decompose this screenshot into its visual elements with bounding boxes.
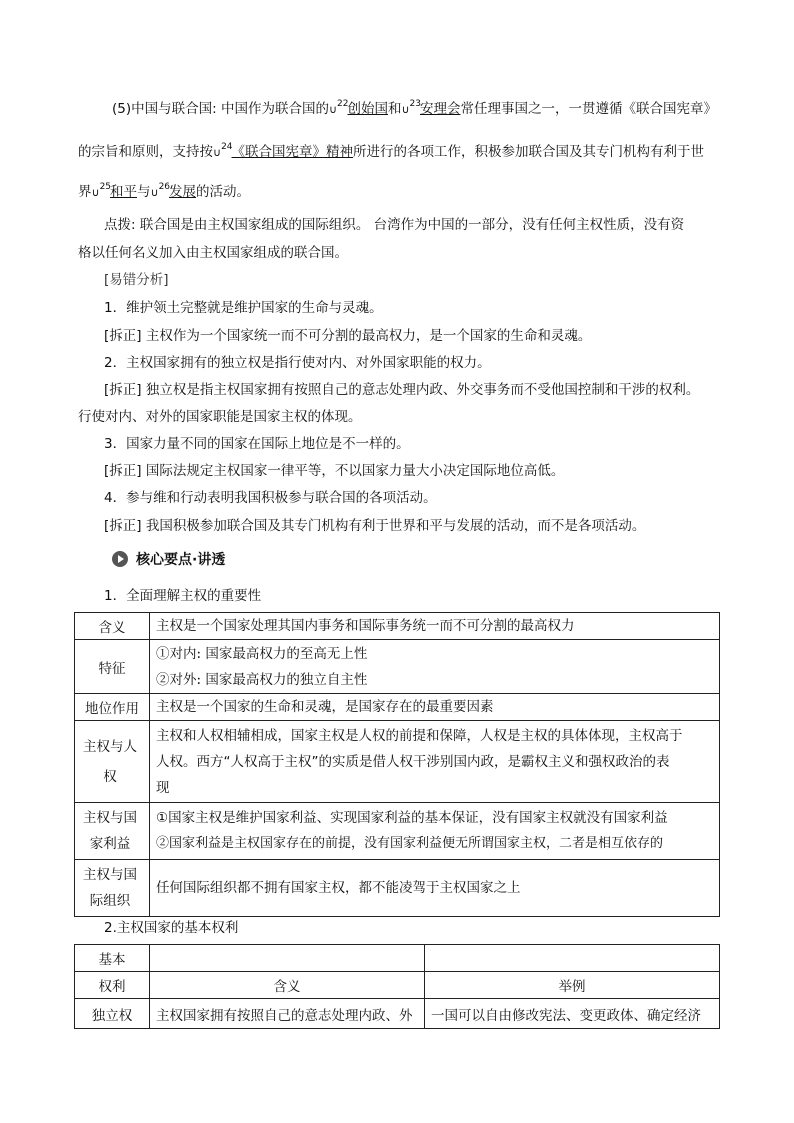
table1-caption: 1．全面理解主权的重要性 (104, 588, 262, 604)
table-row (75, 694, 720, 721)
para5-line3 (78, 182, 250, 204)
header-cell-empty (150, 945, 425, 972)
correction-continuation: 行使对内、对外的国家职能是国家主权的体现。 (78, 409, 362, 425)
table2-caption: 2.主权国家的基本权利 (104, 920, 239, 936)
tip-line2: 格以任何名义加入由主权国家组成的联合国。 (78, 245, 348, 261)
cell-line: 人权。西方“人权高于主权”的实质是借人权干涉别国内政，是霸权主义和强权政治的表 (156, 753, 670, 770)
row-label (75, 721, 150, 803)
para5-text: 的活动。 (196, 184, 251, 200)
row-label (75, 860, 150, 917)
footnote-number: 24 (221, 142, 233, 152)
para5-text: 与 (137, 184, 151, 200)
cell-line: ②对外: 国家最高权力的独立自主性 (156, 671, 368, 688)
row-label: 含义 (75, 613, 150, 640)
header-cell: 举例 (425, 972, 720, 999)
section-title: 核心要点·讲透 (136, 552, 226, 568)
cell-line: 主权是一个国家的生命和灵魂，是国家存在的最重要因素 (156, 699, 494, 715)
row-content (150, 803, 720, 860)
table-row (75, 613, 720, 640)
blank-marker-icon: ∪ (213, 146, 222, 159)
row-content (150, 860, 720, 917)
table-row (75, 972, 720, 999)
answer-term: 《联合国宪章》精神 (231, 144, 354, 160)
para5-text: 界 (78, 184, 92, 200)
blank-marker-icon: ∪ (328, 103, 338, 116)
header-cell: 含义 (150, 972, 425, 999)
meaning-cell: 主权国家拥有按照自己的意志处理内政、外 (150, 999, 425, 1029)
para5-text: 和 (387, 101, 402, 117)
table-row (75, 640, 720, 694)
row-label-text: 主权与人权 (83, 738, 137, 785)
correction-item: [拆正] 我国积极参加联合国及其专门机构有利于世界和平与发展的活动，而不是各项活动。 (104, 518, 646, 534)
para5-text: 常任理事国之一，一贯遵循《联合国宪章》 (460, 101, 717, 117)
cell-line: ①对内: 国家最高权力的至高无上性 (156, 645, 368, 662)
header-cell: 基本 (75, 945, 150, 972)
row-content (150, 640, 720, 694)
row-content (150, 694, 720, 721)
error-item: 4．参与维和行动表明我国积极参与联合国的各项活动。 (104, 490, 437, 506)
table-row (75, 945, 720, 972)
correction-item: [拆正] 主权作为一个国家统一而不可分割的最高权力，是一个国家的生命和灵魂。 (104, 328, 592, 344)
correction-item: [拆正] 国际法规定主权国家一律平等，不以国家力量大小决定国际地位高低。 (104, 463, 565, 479)
row-content (150, 721, 720, 803)
para5-line1 (112, 99, 717, 121)
answer-term: 创始国 (347, 101, 388, 117)
header-cell: 权利 (75, 972, 150, 999)
row-label: 地位作用 (75, 694, 150, 721)
answer-term: 和平 (110, 184, 138, 200)
table-row (75, 860, 720, 917)
cell-line: 主权是一个国家处理其国内事务和国际事务统一而不可分割的最高权力 (156, 618, 575, 634)
para5-text: 所进行的各项工作，积极参加联合国及其专门机构有利于世 (353, 144, 705, 160)
tip-line1: 点拨: 联合国是由主权国家组成的国际组织。 台湾作为中国的一部分，没有任何主权性质，没有资 (104, 217, 685, 233)
blank-marker-icon: ∪ (150, 186, 159, 199)
row-label: 特征 (75, 640, 150, 694)
blank-marker-icon: ∪ (91, 186, 100, 199)
error-analysis-heading: [易错分析] (104, 272, 169, 288)
footnote-number: 25 (99, 182, 112, 192)
footnote-number: 23 (409, 99, 421, 109)
rights-table (74, 944, 720, 1029)
blank-marker-icon: ∪ (401, 103, 410, 116)
row-label: 独立权 (75, 999, 150, 1029)
error-item: 3．国家力量不同的国家在国际上地位是不一样的。 (104, 436, 410, 452)
table-row (75, 721, 720, 803)
answer-term: 安理会 (420, 101, 461, 117)
row-label-text: 主权与国家利益 (83, 810, 137, 852)
error-item: 1．维护领土完整就是维护国家的生命与灵魂。 (104, 300, 383, 316)
para5-line2 (78, 142, 704, 164)
para5-text: 的宗旨和原则，支持按 (78, 144, 213, 160)
table-row (75, 803, 720, 860)
answer-term: 发展 (169, 184, 197, 200)
row-content (150, 613, 720, 640)
error-item: 2．主权国家拥有的独立权是指行使对内、对外国家职能的权力。 (104, 355, 491, 371)
cell-line: ①国家主权是维护国家利益、实现国家利益的基本保证，没有国家主权就没有国家利益 (156, 810, 668, 826)
row-label-text: 主权与国际组织 (83, 867, 137, 909)
sovereignty-table (74, 612, 720, 917)
cell-line: ②国家利益是主权国家存在的前提，没有国家利益便无所谓国家主权，二者是相互依存的 (156, 836, 664, 851)
section-heading (112, 548, 225, 570)
cell-line: 任何国际组织都不拥有国家主权，都不能凌驾于主权国家之上 (156, 880, 521, 896)
row-label (75, 803, 150, 860)
table-row (75, 999, 720, 1029)
para5-text: (5)中国与联合国: 中国作为联合国的 (112, 101, 329, 117)
play-icon (112, 551, 128, 567)
header-cell-empty (425, 945, 720, 972)
example-cell: 一国可以自由修改宪法、变更政体、确定经济 (425, 999, 720, 1029)
footnote-number: 22 (337, 99, 349, 109)
cell-line: 现 (156, 779, 170, 796)
footnote-number: 26 (158, 182, 171, 192)
cell-line: 主权和人权相辅相成，国家主权是人权的前提和保障，人权是主权的具体体现，主权高于 (156, 727, 683, 744)
correction-item: [拆正] 独立权是指主权国家拥有按照自己的意志处理内政、外交事务而不受他国控制和干涉的权利。 (104, 382, 700, 398)
